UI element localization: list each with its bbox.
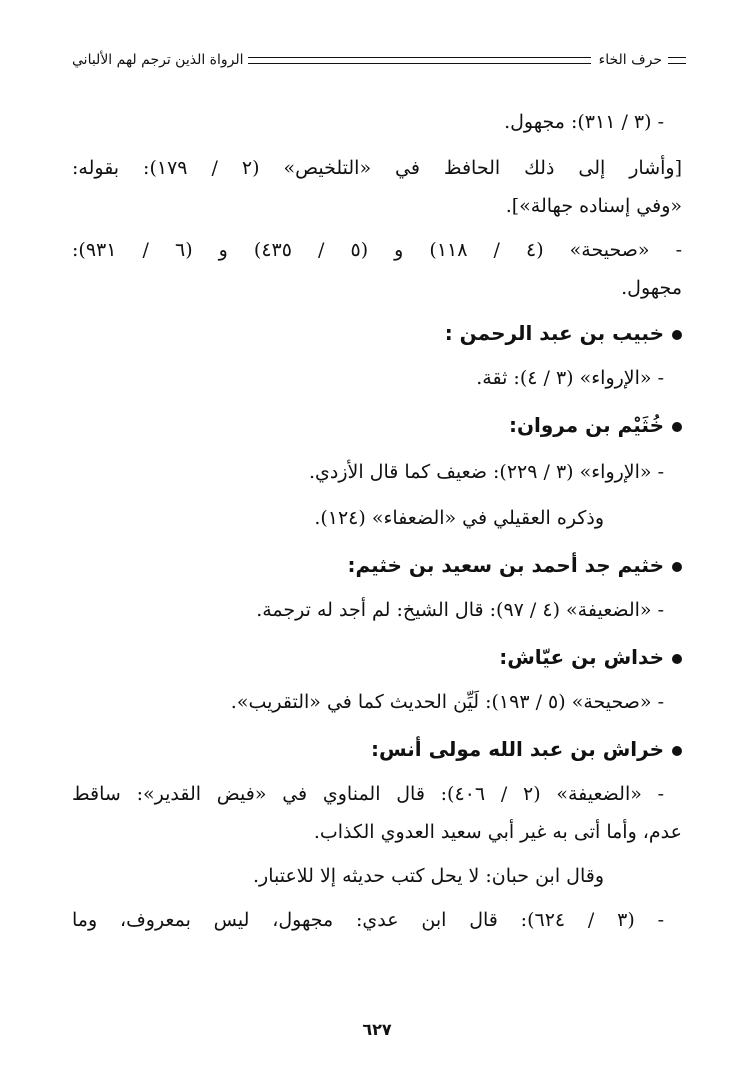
- text-line: - (٣ / ٦٢٤): قال ابن عدي: مجهول، ليس بمعروف، وما: [72, 909, 664, 931]
- text-line: عدم، وأما أتى به غير أبي سعيد العدوي الكذاب.: [313, 821, 682, 843]
- header-rule: [248, 57, 591, 64]
- text-line: - «الإرواء» (٣ / ٤): ثقة.: [476, 367, 664, 389]
- entry-name: خثيم جد أحمد بن سعيد بن خثيم:: [347, 553, 664, 577]
- entry-heading: [72, 642, 682, 672]
- bullet-icon: [672, 422, 682, 432]
- bullet-icon: [672, 330, 682, 340]
- entry-name: خبيب بن عبد الرحمن :: [444, 321, 664, 345]
- entry-heading: [72, 318, 682, 348]
- entry-name: خُثَيْم بن مروان:: [508, 413, 664, 437]
- entry-heading: [72, 410, 682, 440]
- bullet-icon: [672, 746, 682, 756]
- text-line: - «صحيحة» (٥ / ١٩٣): لَيِّن الحديث كما في «التقريب».: [230, 691, 664, 713]
- text-line: - «الضعيفة» (٢ / ٤٠٦): قال المناوي في «فيض القدير»: ساقط: [72, 783, 665, 805]
- text-line: - «الضعيفة» (٤ / ٩٧): قال الشيخ: لم أجد له ترجمة.: [256, 599, 664, 621]
- text-line: - «صحيحة» (٤ / ١١٨) و (٥ / ٤٣٥) و (٦ / ٩٣١):: [72, 239, 682, 261]
- text-line: مجهول.: [621, 277, 682, 299]
- bullet-icon: [672, 654, 682, 664]
- header-chapter-title: حرف الخاء: [598, 52, 662, 68]
- entry-name: خراش بن عبد الله مولى أنس:: [371, 737, 664, 761]
- entry-heading: [72, 734, 682, 764]
- text-line: وذكره العقيلي في «الضعفاء» (١٢٤).: [314, 507, 604, 529]
- text-line: وقال ابن حبان: لا يحل كتب حديثه إلا للاعتبار.: [252, 865, 604, 887]
- running-header: [72, 48, 686, 72]
- entry-name: خداش بن عيّاش:: [499, 645, 664, 669]
- page-number: ٦٢٧: [362, 1020, 392, 1039]
- text-line: [وأشار إلى ذلك الحافظ في «التلخيص» (٢ / ١٧٩): بقوله:: [72, 157, 683, 179]
- header-dash: [668, 57, 686, 64]
- entry-heading: [72, 550, 682, 580]
- bullet-icon: [672, 562, 682, 572]
- text-line: - «الإرواء» (٣ / ٢٢٩): ضعيف كما قال الأزدي.: [308, 461, 664, 483]
- header-book-title: الرواة الذين ترجم لهم الألباني: [72, 52, 244, 68]
- text-line: - (٣ / ٣١١): مجهول.: [504, 111, 664, 133]
- text-line: «وفي إسناده جهالة»].: [505, 195, 682, 217]
